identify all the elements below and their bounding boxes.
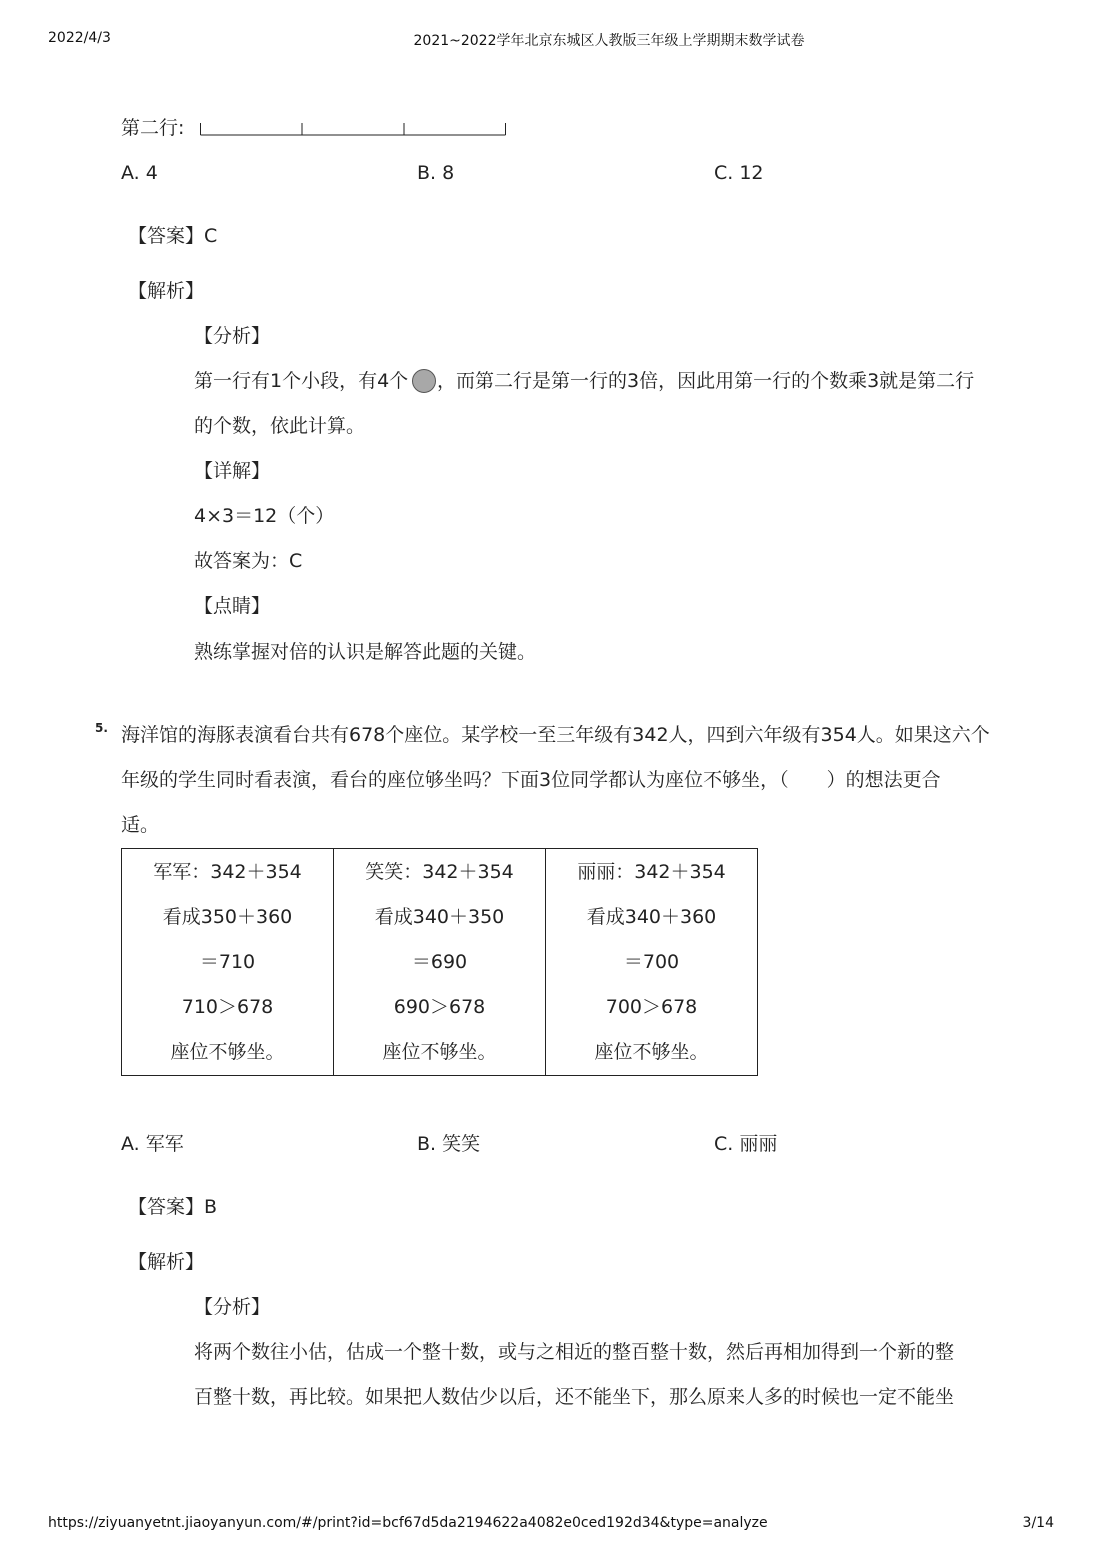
gray-circle-icon [412,369,436,393]
cell-line: 笑笑：342＋354 [365,861,514,883]
q4-dianjing-label: 【点睛】 [194,595,271,617]
cell-line: 丽丽：342＋354 [577,861,726,883]
cell-line: 座位不够坐。 [170,1041,285,1063]
q4-fenxi-label: 【分析】 [194,325,271,347]
q5-option-c: C. 丽丽 [714,1133,778,1155]
q5-analysis-label: 【解析】 [128,1251,205,1273]
q5-fenxi-line1: 将两个数往小估，估成一个整十数，或与之相近的整百整十数，然后再相加得到一个新的整 [194,1341,955,1363]
q5-number: 5. [95,721,108,735]
cell-line: 座位不够坐。 [594,1041,709,1063]
cell-line: 710＞678 [181,996,274,1018]
q5-stem-line2: 年级的学生同时看表演，看台的座位够坐吗？下面3位同学都认为座位不够坐，（ ）的想法更合 [121,769,941,791]
q4-xiangjie-line2: 故答案为：C [194,550,303,572]
cell-line: 690＞678 [393,996,486,1018]
student-cell-junjun [122,849,334,1076]
q5-answer: 【答案】B [128,1196,218,1218]
q4-option-b: B. 8 [417,162,455,184]
q5-fenxi-line2: 百整十数，再比较。如果把人数估少以后，还不能坐下，那么原来人多的时候也一定不能坐 [194,1386,955,1408]
document-title: 2021~2022学年北京东城区人教版三年级上学期期末数学试卷 [413,33,805,49]
cell-line: 看成340＋350 [374,906,505,928]
student-cell-lili [546,849,758,1076]
cell-line: 军军：342＋354 [153,861,302,883]
q4-xiangjie-line1: 4×3＝12（个） [194,505,335,527]
q4-dianjing-line1: 熟练掌握对倍的认识是解答此题的关键。 [194,641,537,663]
q5-option-a: A. 军军 [121,1133,184,1155]
q4-option-c: C. 12 [714,162,764,184]
q4-answer: 【答案】C [128,225,218,247]
page-number: 3/14 [1022,1515,1054,1531]
table-row [122,849,758,1076]
second-row-label: 第二行: [121,117,185,139]
estimation-table [121,848,758,1076]
student-cell-xiaoxiao [334,849,546,1076]
q5-stem-line3: 适。 [121,814,160,836]
cell-line: ＝710 [199,951,256,973]
cell-line: 看成350＋360 [162,906,293,928]
q5-fenxi-label: 【分析】 [194,1296,271,1318]
q4-fenxi-line1a: 第一行有1个小段，有4个 [194,370,409,392]
q4-fenxi-line2: 的个数，依此计算。 [194,415,366,437]
q5-stem-line1: 海洋馆的海豚表演看台共有678个座位。某学校一至三年级有342人，四到六年级有354人。如果这六个 [121,724,990,746]
cell-line: 看成340＋360 [586,906,717,928]
segment-line-diagram [200,121,506,137]
q4-analysis-label: 【解析】 [128,280,205,302]
cell-line: ＝690 [411,951,468,973]
cell-line: 座位不够坐。 [382,1041,497,1063]
print-date: 2022/4/3 [48,30,111,46]
q4-option-a: A. 4 [121,162,158,184]
q4-fenxi-line1b: ，而第二行是第一行的3倍，因此用第一行的个数乘3就是第二行 [437,370,975,392]
cell-line: 700＞678 [605,996,698,1018]
q5-option-b: B. 笑笑 [417,1133,481,1155]
cell-line: ＝700 [623,951,680,973]
page-url: https://ziyuanyetnt.jiaoyanyun.com/#/print?id=bcf67d5da2194622a4082e0ced192d34&type=analyze [48,1515,768,1531]
q4-xiangjie-label: 【详解】 [194,460,271,482]
